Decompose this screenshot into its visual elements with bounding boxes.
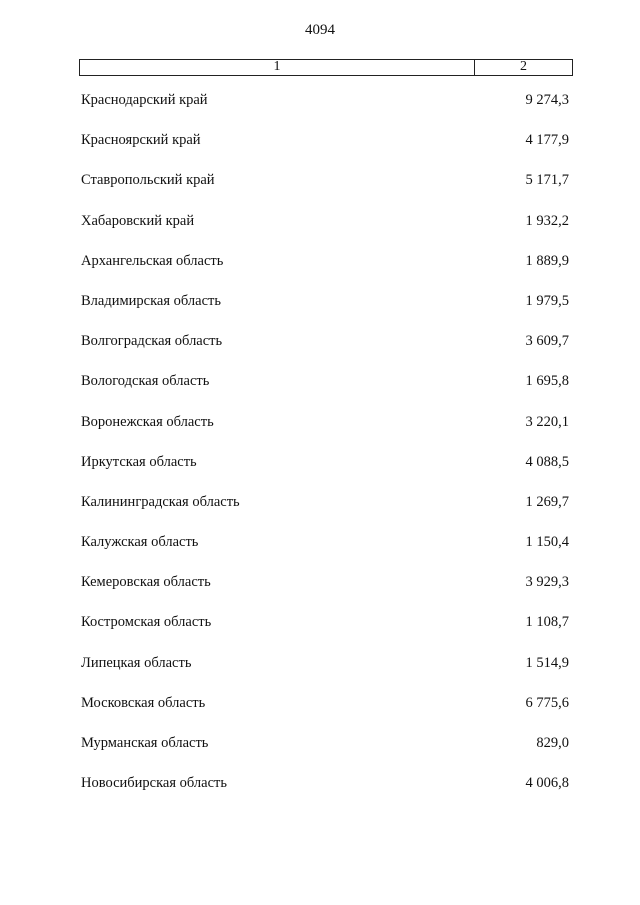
region-name: Волгоградская область [81,333,223,350]
region-value: 3 609,7 [525,333,569,350]
region-value: 6 775,6 [525,694,569,711]
table-row [0,775,640,815]
region-name: Калужская область [81,534,199,551]
region-name: Иркутская область [81,453,197,470]
region-value: 4 088,5 [525,453,569,470]
table-row [0,373,640,413]
region-value: 1 269,7 [525,493,569,510]
page-number: 4094 [305,22,335,38]
table-row [0,695,640,735]
region-name: Красноярский край [81,132,201,149]
region-name: Краснодарский край [81,92,208,108]
region-value: 5 171,7 [525,172,569,189]
table-body [0,92,640,815]
region-name: Новосибирская область [81,775,227,792]
table-row [0,132,640,172]
region-value: 1 150,4 [525,534,569,551]
table-row [0,655,640,695]
region-name: Московская область [81,694,206,711]
region-name: Вологодская область [81,373,210,390]
table-row [0,614,640,654]
table-row [0,172,640,212]
region-value: 1 514,9 [525,654,569,671]
table-row [0,414,640,454]
table-row [0,574,640,614]
region-value: 1 695,8 [525,373,569,390]
region-value: 4 006,8 [525,775,569,792]
header-cell-2: 2 [520,59,527,74]
region-name: Хабаровский край [81,212,195,229]
region-name: Костромская область [81,614,212,631]
region-value: 3 220,1 [525,413,569,430]
table-row [0,534,640,574]
region-name: Воронежская область [81,413,214,430]
region-value: 1 889,9 [525,252,569,269]
table-row [0,735,640,775]
table-row [0,213,640,253]
table-row [0,494,640,534]
table-row [0,333,640,373]
table-row [0,293,640,333]
region-value: 9 274,3 [525,92,569,108]
header-cell-1: 1 [80,60,475,75]
region-name: Владимирская область [81,292,221,309]
region-value: 829,0 [536,735,569,751]
region-value: 1 108,7 [525,614,569,631]
region-value: 4 177,9 [525,132,569,149]
table-header [79,59,573,76]
table-row [0,454,640,494]
region-name: Архангельская область [81,252,224,269]
region-name: Мурманская область [81,735,209,751]
region-value: 1 932,2 [525,212,569,229]
region-name: Ставропольский край [81,172,215,189]
region-value: 1 979,5 [525,292,569,309]
table-row [0,253,640,293]
region-name: Липецкая область [81,654,192,671]
region-value: 3 929,3 [525,574,569,591]
region-name: Калининградская область [81,493,240,510]
table-row [0,92,640,132]
region-name: Кемеровская область [81,574,211,591]
